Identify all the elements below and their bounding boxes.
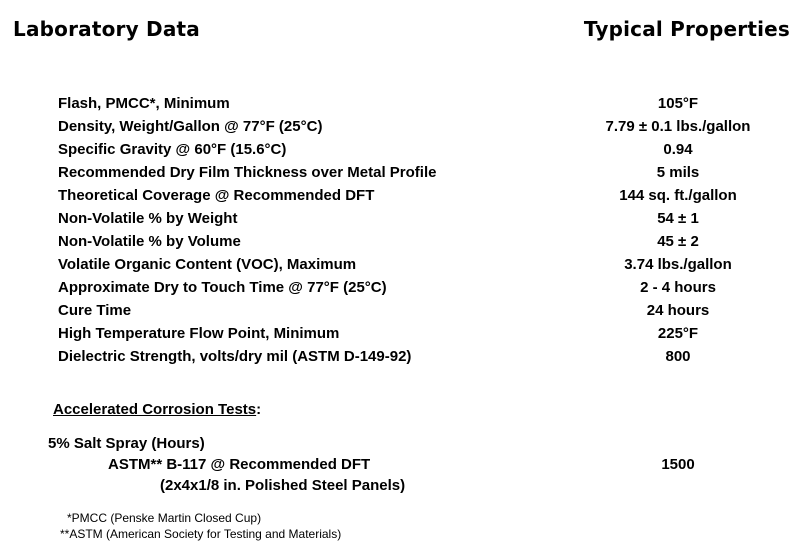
- property-label: Non-Volatile % by Weight: [58, 210, 238, 227]
- accelerated-corrosion-tests-heading-colon: :: [256, 401, 262, 418]
- property-value: 7.79 ± 0.1 lbs./gallon: [605, 118, 751, 135]
- property-value: 800: [665, 348, 691, 365]
- accelerated-corrosion-tests-heading: [0, 398, 800, 421]
- property-row: [0, 253, 800, 276]
- footnote-pmcc: *PMCC (Penske Martin Closed Cup): [67, 511, 262, 525]
- property-value: 225°F: [657, 325, 699, 342]
- property-row: [0, 138, 800, 161]
- property-label: Non-Volatile % by Volume: [58, 233, 241, 250]
- header-row: [0, 0, 800, 42]
- property-value: 45 ± 2: [657, 233, 699, 250]
- salt-spray-panel-spec: (2x4x1/8 in. Polished Steel Panels): [160, 477, 406, 494]
- property-row: [0, 92, 800, 115]
- property-row: [0, 322, 800, 345]
- property-row: [0, 184, 800, 207]
- salt-spray-section: [0, 433, 800, 496]
- property-label: Cure Time: [58, 302, 132, 319]
- property-label: Dielectric Strength, volts/dry mil (ASTM D-149-92): [58, 348, 412, 365]
- property-value: 54 ± 1: [657, 210, 699, 227]
- property-row: [0, 207, 800, 230]
- section-title-laboratory-data: Laboratory Data: [13, 17, 200, 41]
- properties-table: [0, 92, 800, 368]
- salt-spray-test-name: 5% Salt Spray (Hours): [48, 435, 205, 452]
- salt-spray-value: 1500: [661, 456, 695, 473]
- property-row: [0, 345, 800, 368]
- property-value: 2 - 4 hours: [640, 279, 716, 296]
- property-label: Recommended Dry Film Thickness over Metal Profile: [58, 164, 437, 181]
- property-value: 5 mils: [656, 164, 700, 181]
- property-label: Approximate Dry to Touch Time @ 77°F (25°C): [58, 279, 387, 296]
- property-value: 3.74 lbs./gallon: [624, 256, 732, 273]
- property-label: High Temperature Flow Point, Minimum: [58, 325, 340, 342]
- property-value: 0.94: [663, 141, 693, 158]
- property-value: 105°F: [657, 95, 699, 112]
- property-label: Density, Weight/Gallon @ 77°F (25°C): [58, 118, 323, 135]
- property-label: Flash, PMCC*, Minimum: [58, 95, 230, 112]
- section-title-typical-properties: Typical Properties: [583, 17, 790, 41]
- salt-spray-method-row: [0, 454, 800, 475]
- property-row: [0, 299, 800, 322]
- footnote-astm: **ASTM (American Society for Testing and Materials): [60, 527, 342, 541]
- salt-spray-method: ASTM** B-117 @ Recommended DFT: [108, 456, 371, 473]
- property-row: [0, 276, 800, 299]
- accelerated-corrosion-tests-heading-text: Accelerated Corrosion Tests: [53, 401, 257, 418]
- property-label: Theoretical Coverage @ Recommended DFT: [58, 187, 375, 204]
- property-row: [0, 115, 800, 138]
- property-row: [0, 230, 800, 253]
- property-row: [0, 161, 800, 184]
- property-value: 144 sq. ft./gallon: [619, 187, 737, 204]
- property-label: Volatile Organic Content (VOC), Maximum: [58, 256, 357, 273]
- property-label: Specific Gravity @ 60°F (15.6°C): [58, 141, 287, 158]
- footnotes: [0, 510, 800, 542]
- property-value: 24 hours: [646, 302, 710, 319]
